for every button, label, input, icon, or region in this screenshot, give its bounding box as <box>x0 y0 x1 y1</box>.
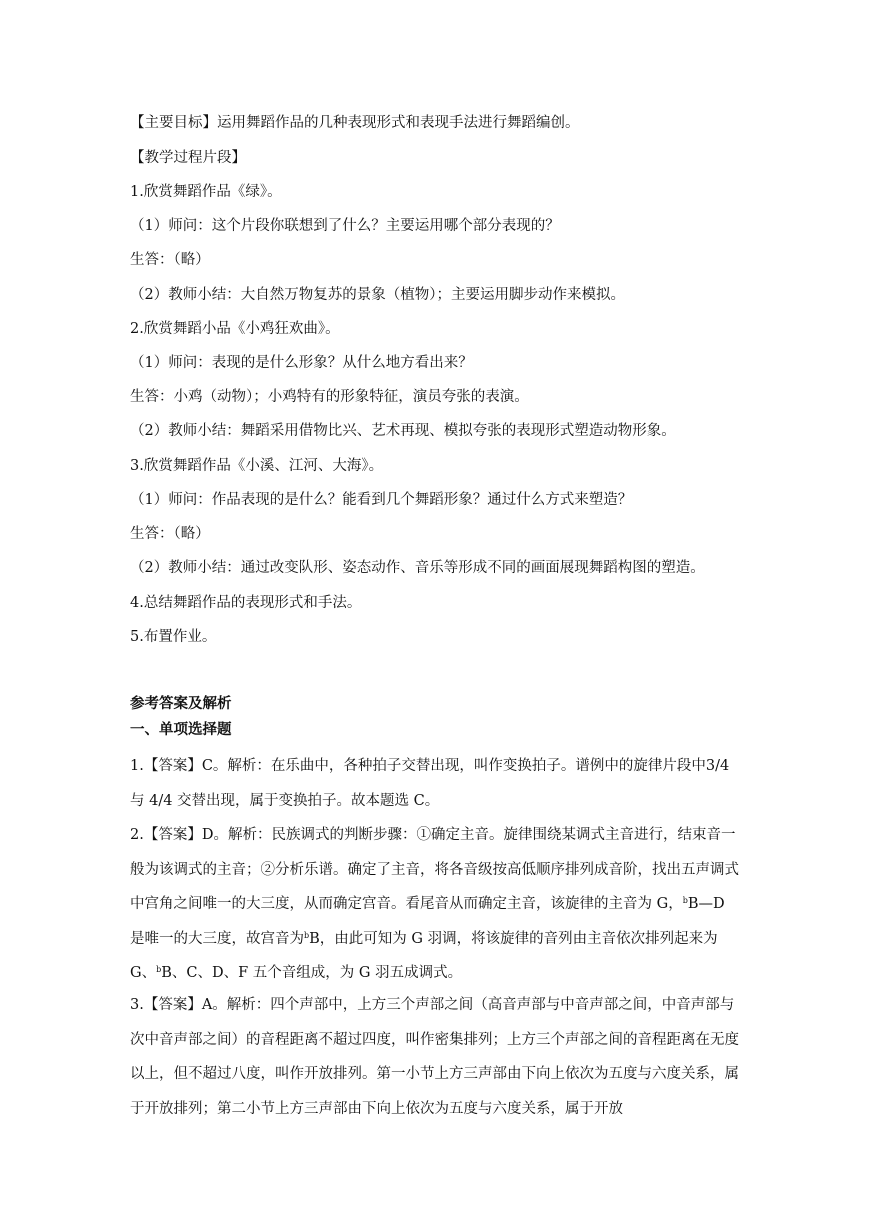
flat-sign: b <box>682 896 688 906</box>
answer-2-part: B、C、D、F 五个音组成，为 G 羽五成调式。 <box>161 965 463 982</box>
process-line: 5.布置作业。 <box>130 629 217 645</box>
answer-2-part: B，由此可知为 G 羽调，将该旋律的音列由主音依次排列起来为 G、 <box>130 930 718 982</box>
process-line: 4.总结舞蹈作品的表现形式和手法。 <box>130 595 362 611</box>
process-line: （2）教师小结：通过改变队形、姿态动作、音乐等形成不同的画面展现舞蹈构图的塑造。 <box>130 560 705 576</box>
process-line: （2）教师小结：大自然万物复苏的景象（植物）；主要运用脚步动作来模拟。 <box>130 287 625 303</box>
process-heading: 【教学过程片段】 <box>130 150 246 166</box>
process-line: 生答：（略） <box>130 252 210 268</box>
process-line: 生答：小鸡（动物）；小鸡特有的形象特征，演员夸张的表演。 <box>130 389 529 405</box>
process-line: （1）师问：作品表现的是什么？能看到几个舞蹈形象？通过什么方式来塑造？ <box>130 492 633 508</box>
process-line: 生答：（略） <box>130 526 210 542</box>
section-heading: 一、单项选择题 <box>130 722 232 738</box>
answer-1: 1.【答案】C。解析：在乐曲中，各种拍子交替出现，叫作变换拍子。谱例中的旋律片段中3/4 与 4/4 交替出现，属于变换拍子。故本题选 C。 <box>130 758 730 809</box>
process-line: 1.欣赏舞蹈作品《绿》。 <box>130 184 282 200</box>
process-line: 3.欣赏舞蹈作品《小溪、江河、大海》。 <box>130 458 384 474</box>
answer-2-part: B—D 是唯一的大三度，故宫音为 <box>130 896 725 947</box>
process-line: 2.欣赏舞蹈小品《小鸡狂欢曲》。 <box>130 321 340 337</box>
answer-2-part: 2.【答案】D。解析：民族调式的判断步骤：①确定主音。旋律围绕某调式主音进行，结束音一般为该调式的主音；②分析乐谱。确定了主音，将各音级按高低顺序排列成音阶，找出五声调式中宫角之间唯一的大三度，从而确定宫音。看尾音从而确定主音，该旋律的主音为 G， <box>130 827 739 913</box>
main-goal: 【主要目标】运用舞蹈作品的几种表现形式和表现手法进行舞蹈编创。 <box>130 115 580 131</box>
flat-sign: b <box>156 965 162 975</box>
answers-title: 参考答案及解析 <box>130 696 232 712</box>
process-line: （2）教师小结：舞蹈采用借物比兴、艺术再现、模拟夸张的表现形式塑造动物形象。 <box>130 423 676 439</box>
process-line: （1）师问：这个片段你联想到了什么？主要运用哪个部分表现的？ <box>130 218 560 234</box>
answer-2 <box>130 818 742 991</box>
answer-3: 3.【答案】A。解析：四个声部中，上方三个声部之间（高音声部与中音声部之间，中音声部与次中音声部之间）的音程距离不超过四度，叫作密集排列；上方三个声部之间的音程距离在无度以上，但不超过八度，叫作开放排列。第一小节上方三声部由下向上依次为五度与六度关系，属于开放排列；第二小节上方三声部由下向上依次为五度与六度关系，属于开放 <box>130 997 739 1117</box>
process-line: （1）师问：表现的是什么形象？从什么地方看出来？ <box>130 355 473 371</box>
flat-sign: b <box>304 930 310 940</box>
